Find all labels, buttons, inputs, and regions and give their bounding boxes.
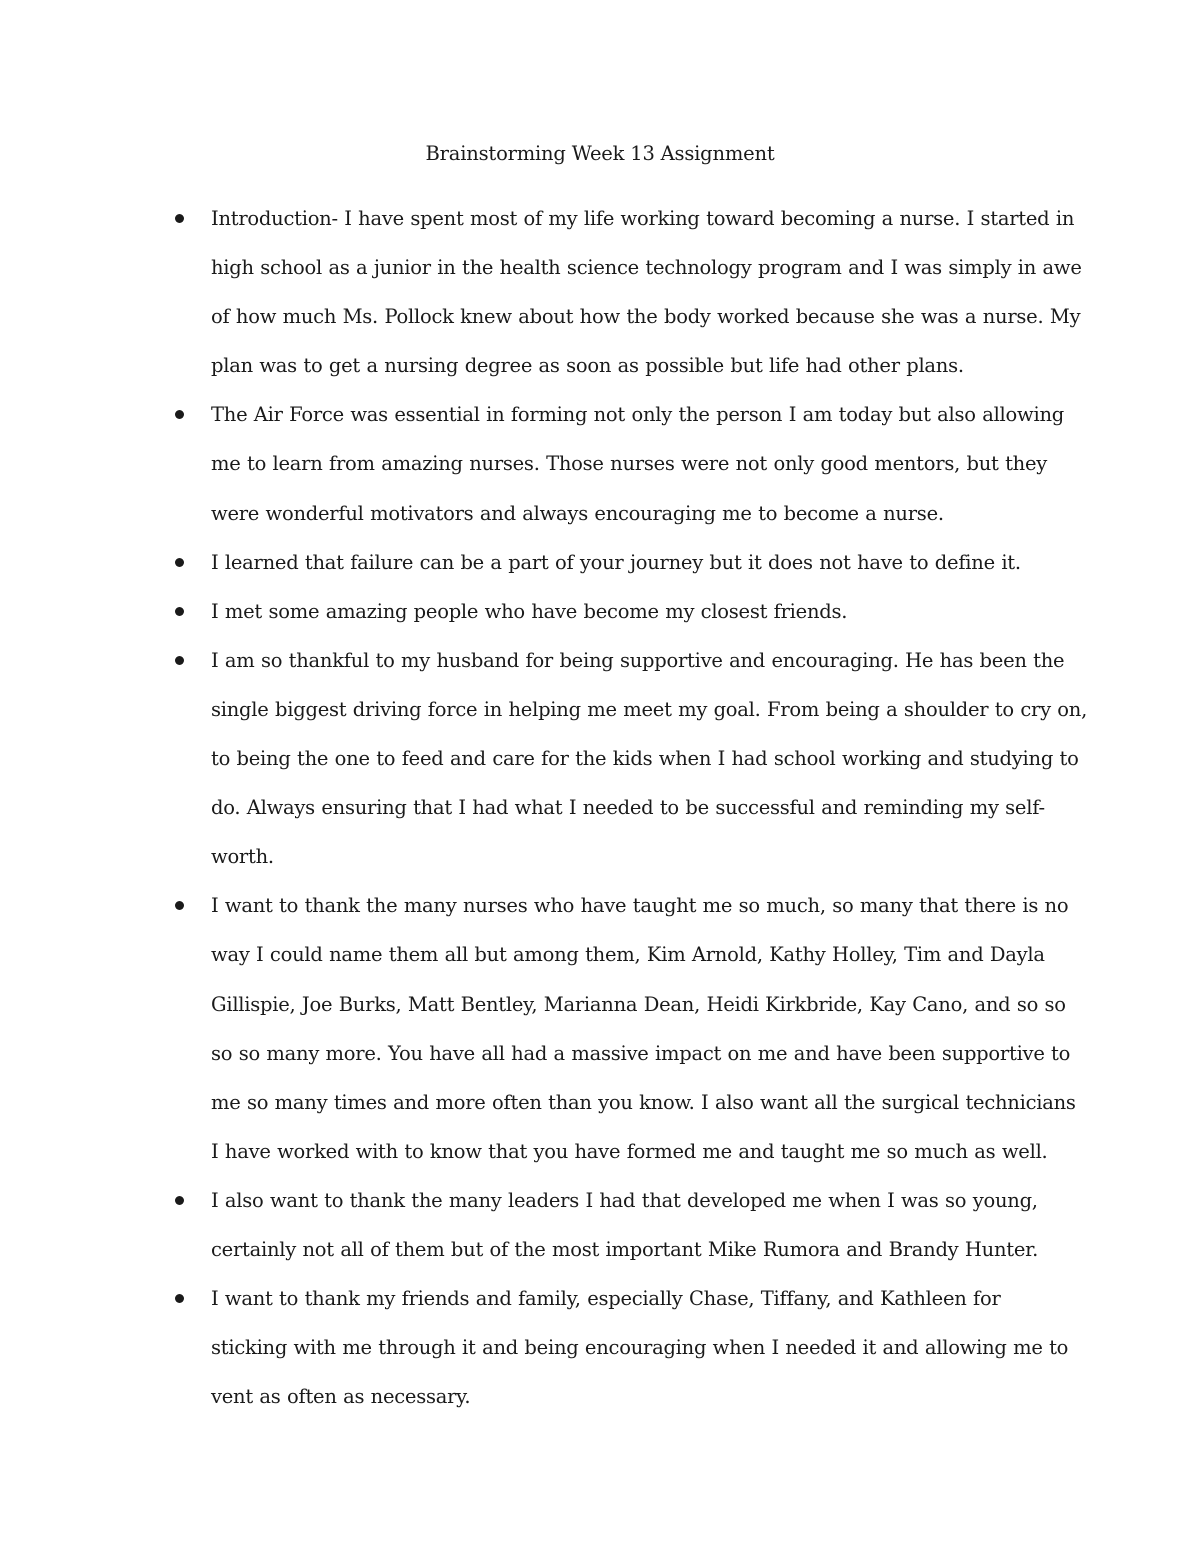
text-line: I met some amazing people who have become my closest friends. — [211, 599, 848, 623]
text-line: I am so thankful to my husband for being supportive and encouraging. He has been the — [211, 648, 1065, 672]
bullet-text — [211, 1176, 1071, 1274]
bullet-text — [211, 390, 1071, 537]
text-line: of how much Ms. Pollock knew about how the body worked because she was a nurse. My — [211, 305, 1081, 329]
bullet-point-icon — [175, 1196, 184, 1205]
text-line: I have worked with to know that you have formed me and taught me so much as well. — [211, 1139, 1048, 1163]
text-line: I want to thank my friends and family, especially Chase, Tiffany, and Kathleen for — [211, 1287, 1001, 1311]
text-line: me to learn from amazing nurses. Those nurses were not only good mentors, but they — [211, 452, 1048, 476]
bullet-point-icon — [175, 410, 184, 419]
bullet-point-icon — [175, 607, 184, 616]
text-line: high school as a junior in the health science technology program and I was simply in awe — [211, 256, 1082, 280]
text-line: I learned that failure can be a part of your journey but it does not have to define it. — [211, 550, 1021, 574]
text-line: I also want to thank the many leaders I had that developed me when I was so young, — [211, 1189, 1038, 1212]
bullet-point-icon — [175, 214, 184, 223]
text-line: certainly not all of them but of the most important Mike Rumora and Brandy Hunter. — [211, 1238, 1039, 1262]
text-line: sticking with me through it and being encouraging when I needed it and allowing me to — [211, 1336, 1069, 1360]
text-line: me so many times and more often than you know. I also want all the surgical technicians — [211, 1090, 1076, 1114]
text-line: Gillispie, Joe Burks, Matt Bentley, Marianna Dean, Heidi Kirkbride, Kay Cano, and so so — [211, 992, 1066, 1016]
text-line: I want to thank the many nurses who have taught me so much, so many that there is no — [211, 894, 1069, 918]
text-line: Introduction- I have spent most of my life working toward becoming a nurse. I started in — [211, 207, 1075, 230]
bullet-text — [211, 881, 1076, 1176]
bullet-point-icon — [175, 901, 184, 910]
text-line: were wonderful motivators and always encouraging me to become a nurse. — [211, 501, 944, 525]
bullet-point-icon — [175, 558, 184, 567]
bullet-text — [211, 538, 1071, 587]
document-title: Brainstorming Week 13 Assignment — [425, 142, 775, 165]
text-line: worth. — [211, 845, 274, 869]
text-line: plan was to get a nursing degree as soon as possible but life had other plans. — [211, 354, 964, 378]
bullet-text — [211, 636, 1088, 881]
text-line: do. Always ensuring that I had what I needed to be successful and reminding my self- — [211, 796, 1045, 820]
text-line: so so many more. You have all had a massive impact on me and have been supportive to — [211, 1041, 1071, 1065]
text-line: to being the one to feed and care for the kids when I had school working and studying to — [211, 747, 1079, 771]
bullet-text — [211, 1274, 1071, 1421]
bullet-text — [211, 587, 1071, 636]
text-line: vent as often as necessary. — [211, 1385, 471, 1409]
bullet-text — [211, 194, 1082, 390]
text-line: way I could name them all but among them, Kim Arnold, Kathy Holley, Tim and Dayla — [211, 943, 1045, 967]
bullet-point-icon — [175, 656, 184, 665]
text-line: The Air Force was essential in forming not only the person I am today but also allowing — [211, 403, 1065, 427]
text-line: single biggest driving force in helping me meet my goal. From being a shoulder to cry on, — [211, 697, 1088, 721]
bullet-point-icon — [175, 1294, 184, 1303]
